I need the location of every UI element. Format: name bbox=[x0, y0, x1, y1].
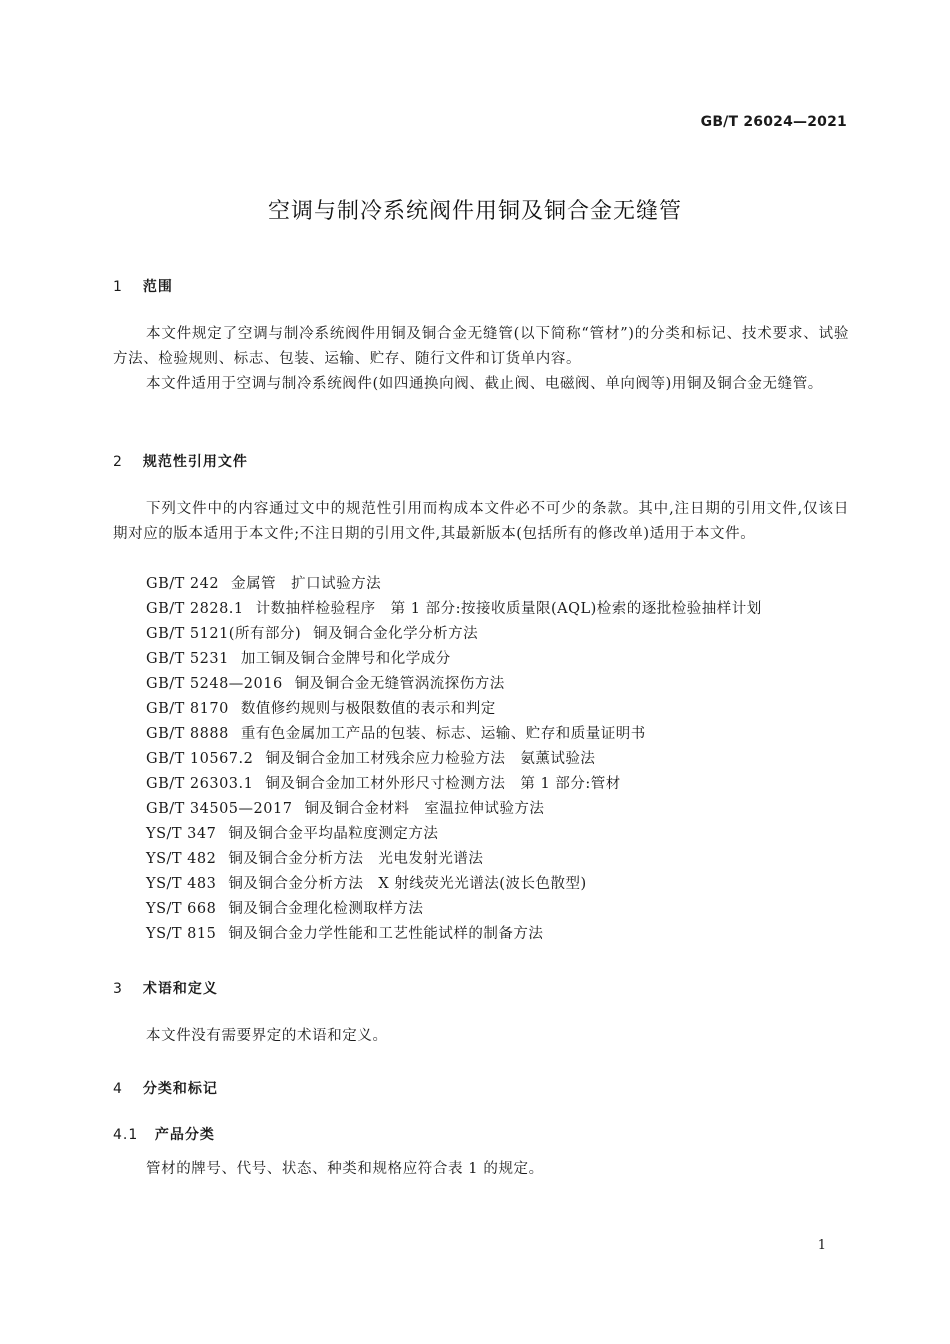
reference-item bbox=[146, 797, 762, 822]
reference-list bbox=[146, 572, 762, 947]
page-number: 1 bbox=[817, 1238, 826, 1253]
section-title: 范围 bbox=[142, 279, 173, 295]
section-title: 术语和定义 bbox=[142, 981, 218, 997]
reference-title: 铜及铜合金加工材残余应力检验方法 氨薰试验法 bbox=[265, 751, 596, 767]
reference-item bbox=[146, 847, 762, 872]
reference-item bbox=[146, 697, 762, 722]
reference-title: 金属管 扩口试验方法 bbox=[231, 576, 382, 592]
reference-title: 重有色金属加工产品的包装、标志、运输、贮存和质量证明书 bbox=[240, 726, 646, 742]
reference-code: GB/T 5121(所有部分) bbox=[146, 626, 302, 642]
section-number: 2 bbox=[113, 454, 123, 470]
reference-title: 铜及铜合金力学性能和工艺性能试样的制备方法 bbox=[228, 926, 544, 942]
paragraph: 本文件规定了空调与制冷系统阀件用铜及铜合金无缝管(以下简称“管材”)的分类和标记、技术要求、试验方法、检验规则、标志、包装、运输、贮存、随行文件和订货单内容。 bbox=[113, 326, 849, 367]
paragraph: 管材的牌号、代号、状态、种类和规格应符合表 1 的规定。 bbox=[146, 1161, 544, 1177]
section-number: 1 bbox=[113, 279, 123, 295]
reference-title: 计数抽样检验程序 第 1 部分:按接收质量限(AQL)检索的逐批检验抽样计划 bbox=[255, 601, 762, 617]
paragraph: 本文件没有需要界定的术语和定义。 bbox=[146, 1028, 388, 1044]
subsection-number: 4.1 bbox=[113, 1127, 139, 1143]
reference-title: 数值修约规则与极限数值的表示和判定 bbox=[240, 701, 496, 717]
reference-code: YS/T 668 bbox=[146, 901, 217, 917]
reference-item bbox=[146, 822, 762, 847]
reference-code: GB/T 5248—2016 bbox=[146, 676, 283, 692]
subsection-title: 产品分类 bbox=[154, 1127, 215, 1143]
reference-item bbox=[146, 897, 762, 922]
reference-title: 铜及铜合金分析方法 光电发射光谱法 bbox=[228, 851, 484, 867]
reference-code: GB/T 242 bbox=[146, 576, 220, 592]
reference-code: GB/T 5231 bbox=[146, 651, 229, 667]
reference-code: YS/T 347 bbox=[146, 826, 217, 842]
reference-item bbox=[146, 722, 762, 747]
reference-title: 加工铜及铜合金牌号和化学成分 bbox=[240, 651, 451, 667]
reference-title: 铜及铜合金加工材外形尺寸检测方法 第 1 部分:管材 bbox=[265, 776, 621, 792]
reference-item bbox=[146, 922, 762, 947]
reference-code: GB/T 2828.1 bbox=[146, 601, 244, 617]
reference-item bbox=[146, 747, 762, 772]
reference-code: GB/T 8170 bbox=[146, 701, 229, 717]
reference-code: GB/T 34505—2017 bbox=[146, 801, 293, 817]
section-heading-classification bbox=[113, 1078, 218, 1098]
reference-item bbox=[146, 597, 762, 622]
section-heading-terms bbox=[113, 978, 218, 998]
reference-title: 铜及铜合金无缝管涡流探伤方法 bbox=[294, 676, 505, 692]
section-number: 4 bbox=[113, 1081, 123, 1097]
reference-item bbox=[146, 622, 762, 647]
reference-item bbox=[146, 672, 762, 697]
reference-code: YS/T 815 bbox=[146, 926, 217, 942]
standard-code: GB/T 26024—2021 bbox=[700, 114, 847, 130]
reference-item bbox=[146, 872, 762, 897]
reference-title: 铜及铜合金平均晶粒度测定方法 bbox=[228, 826, 439, 842]
subsection-heading-product-classification bbox=[113, 1124, 215, 1144]
reference-item bbox=[146, 772, 762, 797]
reference-title: 铜及铜合金理化检测取样方法 bbox=[228, 901, 424, 917]
reference-title: 铜及铜合金材料 室温拉伸试验方法 bbox=[304, 801, 545, 817]
paragraph: 本文件适用于空调与制冷系统阀件(如四通换向阀、截止阀、电磁阀、单向阀等)用铜及铜合金无缝管。 bbox=[146, 376, 823, 392]
section-number: 3 bbox=[113, 981, 123, 997]
paragraph: 下列文件中的内容通过文中的规范性引用而构成本文件必不可少的条款。其中,注日期的引用文件,仅该日期对应的版本适用于本文件;不注日期的引用文件,其最新版本(包括所有的修改单)适用于本文件。 bbox=[113, 501, 849, 542]
reference-code: GB/T 10567.2 bbox=[146, 751, 254, 767]
reference-title: 铜及铜合金化学分析方法 bbox=[313, 626, 479, 642]
reference-code: YS/T 483 bbox=[146, 876, 217, 892]
section-title: 规范性引用文件 bbox=[142, 454, 248, 470]
reference-title: 铜及铜合金分析方法 X 射线荧光光谱法(波长色散型) bbox=[228, 876, 587, 892]
section-heading-normative-references bbox=[113, 451, 248, 471]
reference-code: YS/T 482 bbox=[146, 851, 217, 867]
reference-code: GB/T 8888 bbox=[146, 726, 229, 742]
reference-item bbox=[146, 647, 762, 672]
section-heading-scope bbox=[113, 276, 173, 296]
section-title: 分类和标记 bbox=[142, 1081, 218, 1097]
reference-item bbox=[146, 572, 762, 597]
document-title: 空调与制冷系统阀件用铜及铜合金无缝管 bbox=[267, 199, 682, 224]
reference-code: GB/T 26303.1 bbox=[146, 776, 254, 792]
